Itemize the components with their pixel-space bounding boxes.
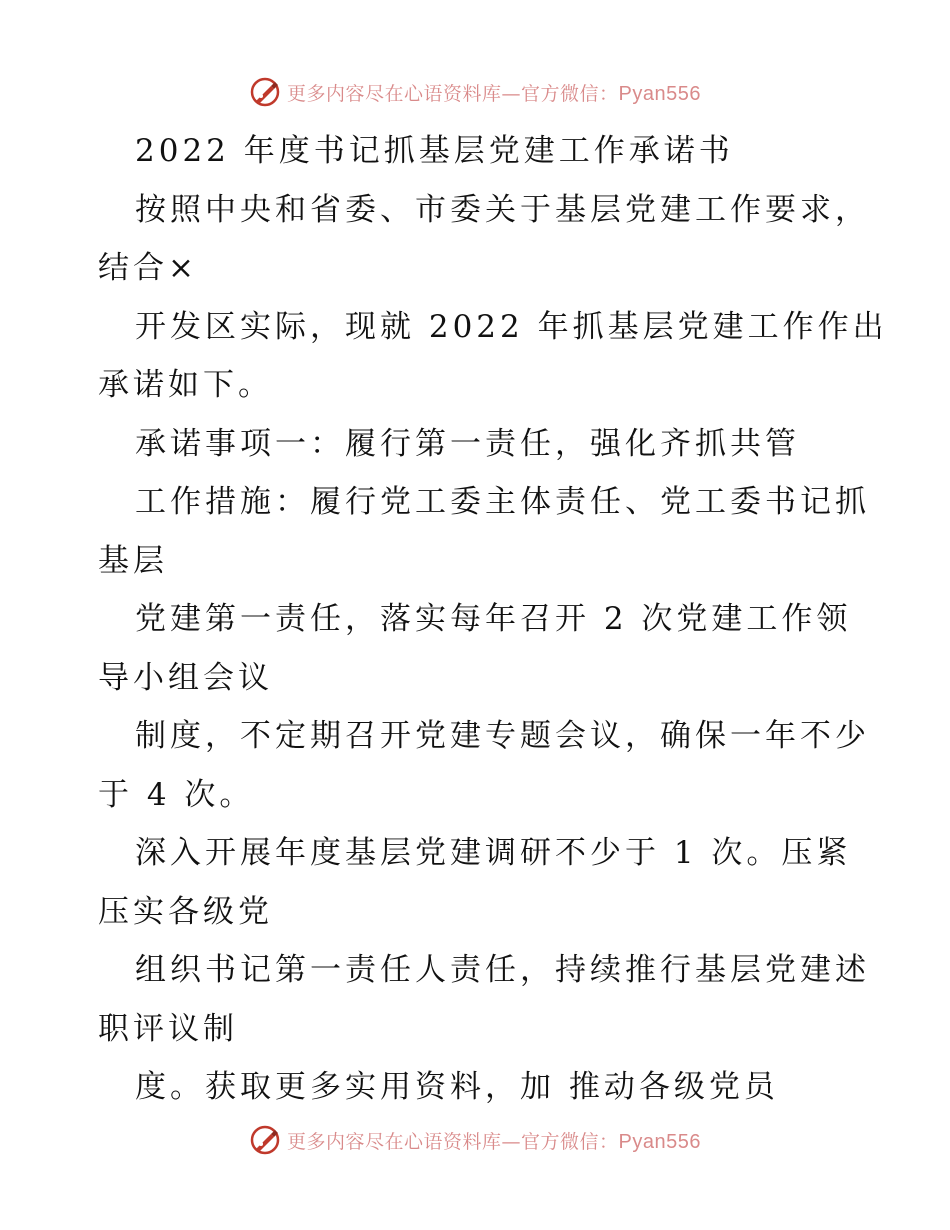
text-line: 承诺如下。 — [98, 367, 273, 403]
text-line: 结合× — [98, 250, 198, 286]
text-line: 制度，不定期召开党建专题会议，确保一年不少 — [135, 718, 870, 754]
watermark-text: 更多内容尽在心语资料库—官方微信：Pyan556 — [287, 82, 701, 105]
text-line: 职评议制 — [98, 1010, 238, 1047]
document-body — [98, 122, 888, 1117]
text-line: 深入开展年度基层党建调研不少于 1 次。压紧 — [135, 835, 852, 871]
text-line: 承诺事项一：履行第一责任，强化齐抓共管 — [135, 425, 800, 462]
text-line: 组织书记第一责任人责任，持续推行基层党建述 — [135, 952, 870, 988]
text-line: 度。获取更多实用资料，加 推动各级党员 — [135, 1069, 779, 1105]
header-watermark — [0, 72, 950, 112]
text-line: 基层 — [98, 542, 168, 579]
text-line: 党建第一责任，落实每年召开 2 次党建工作领 — [135, 601, 852, 637]
pen-logo-icon — [249, 76, 281, 108]
text-line: 2022 年度书记抓基层党建工作承诺书 — [135, 133, 734, 169]
text-line: 导小组会议 — [98, 659, 273, 696]
text-line: 于 4 次。 — [98, 776, 255, 813]
text-line: 工作措施：履行党工委主体责任、党工委书记抓 — [135, 484, 870, 520]
footer-watermark — [0, 1120, 950, 1160]
text-line: 压实各级党 — [98, 893, 273, 930]
pen-logo-icon — [249, 1124, 281, 1156]
text-line: 开发区实际，现就 2022 年抓基层党建工作作出 — [135, 308, 888, 345]
text-line: 按照中央和省委、市委关于基层党建工作要求， — [135, 191, 870, 228]
watermark-text: 更多内容尽在心语资料库—官方微信：Pyan556 — [287, 1130, 701, 1153]
